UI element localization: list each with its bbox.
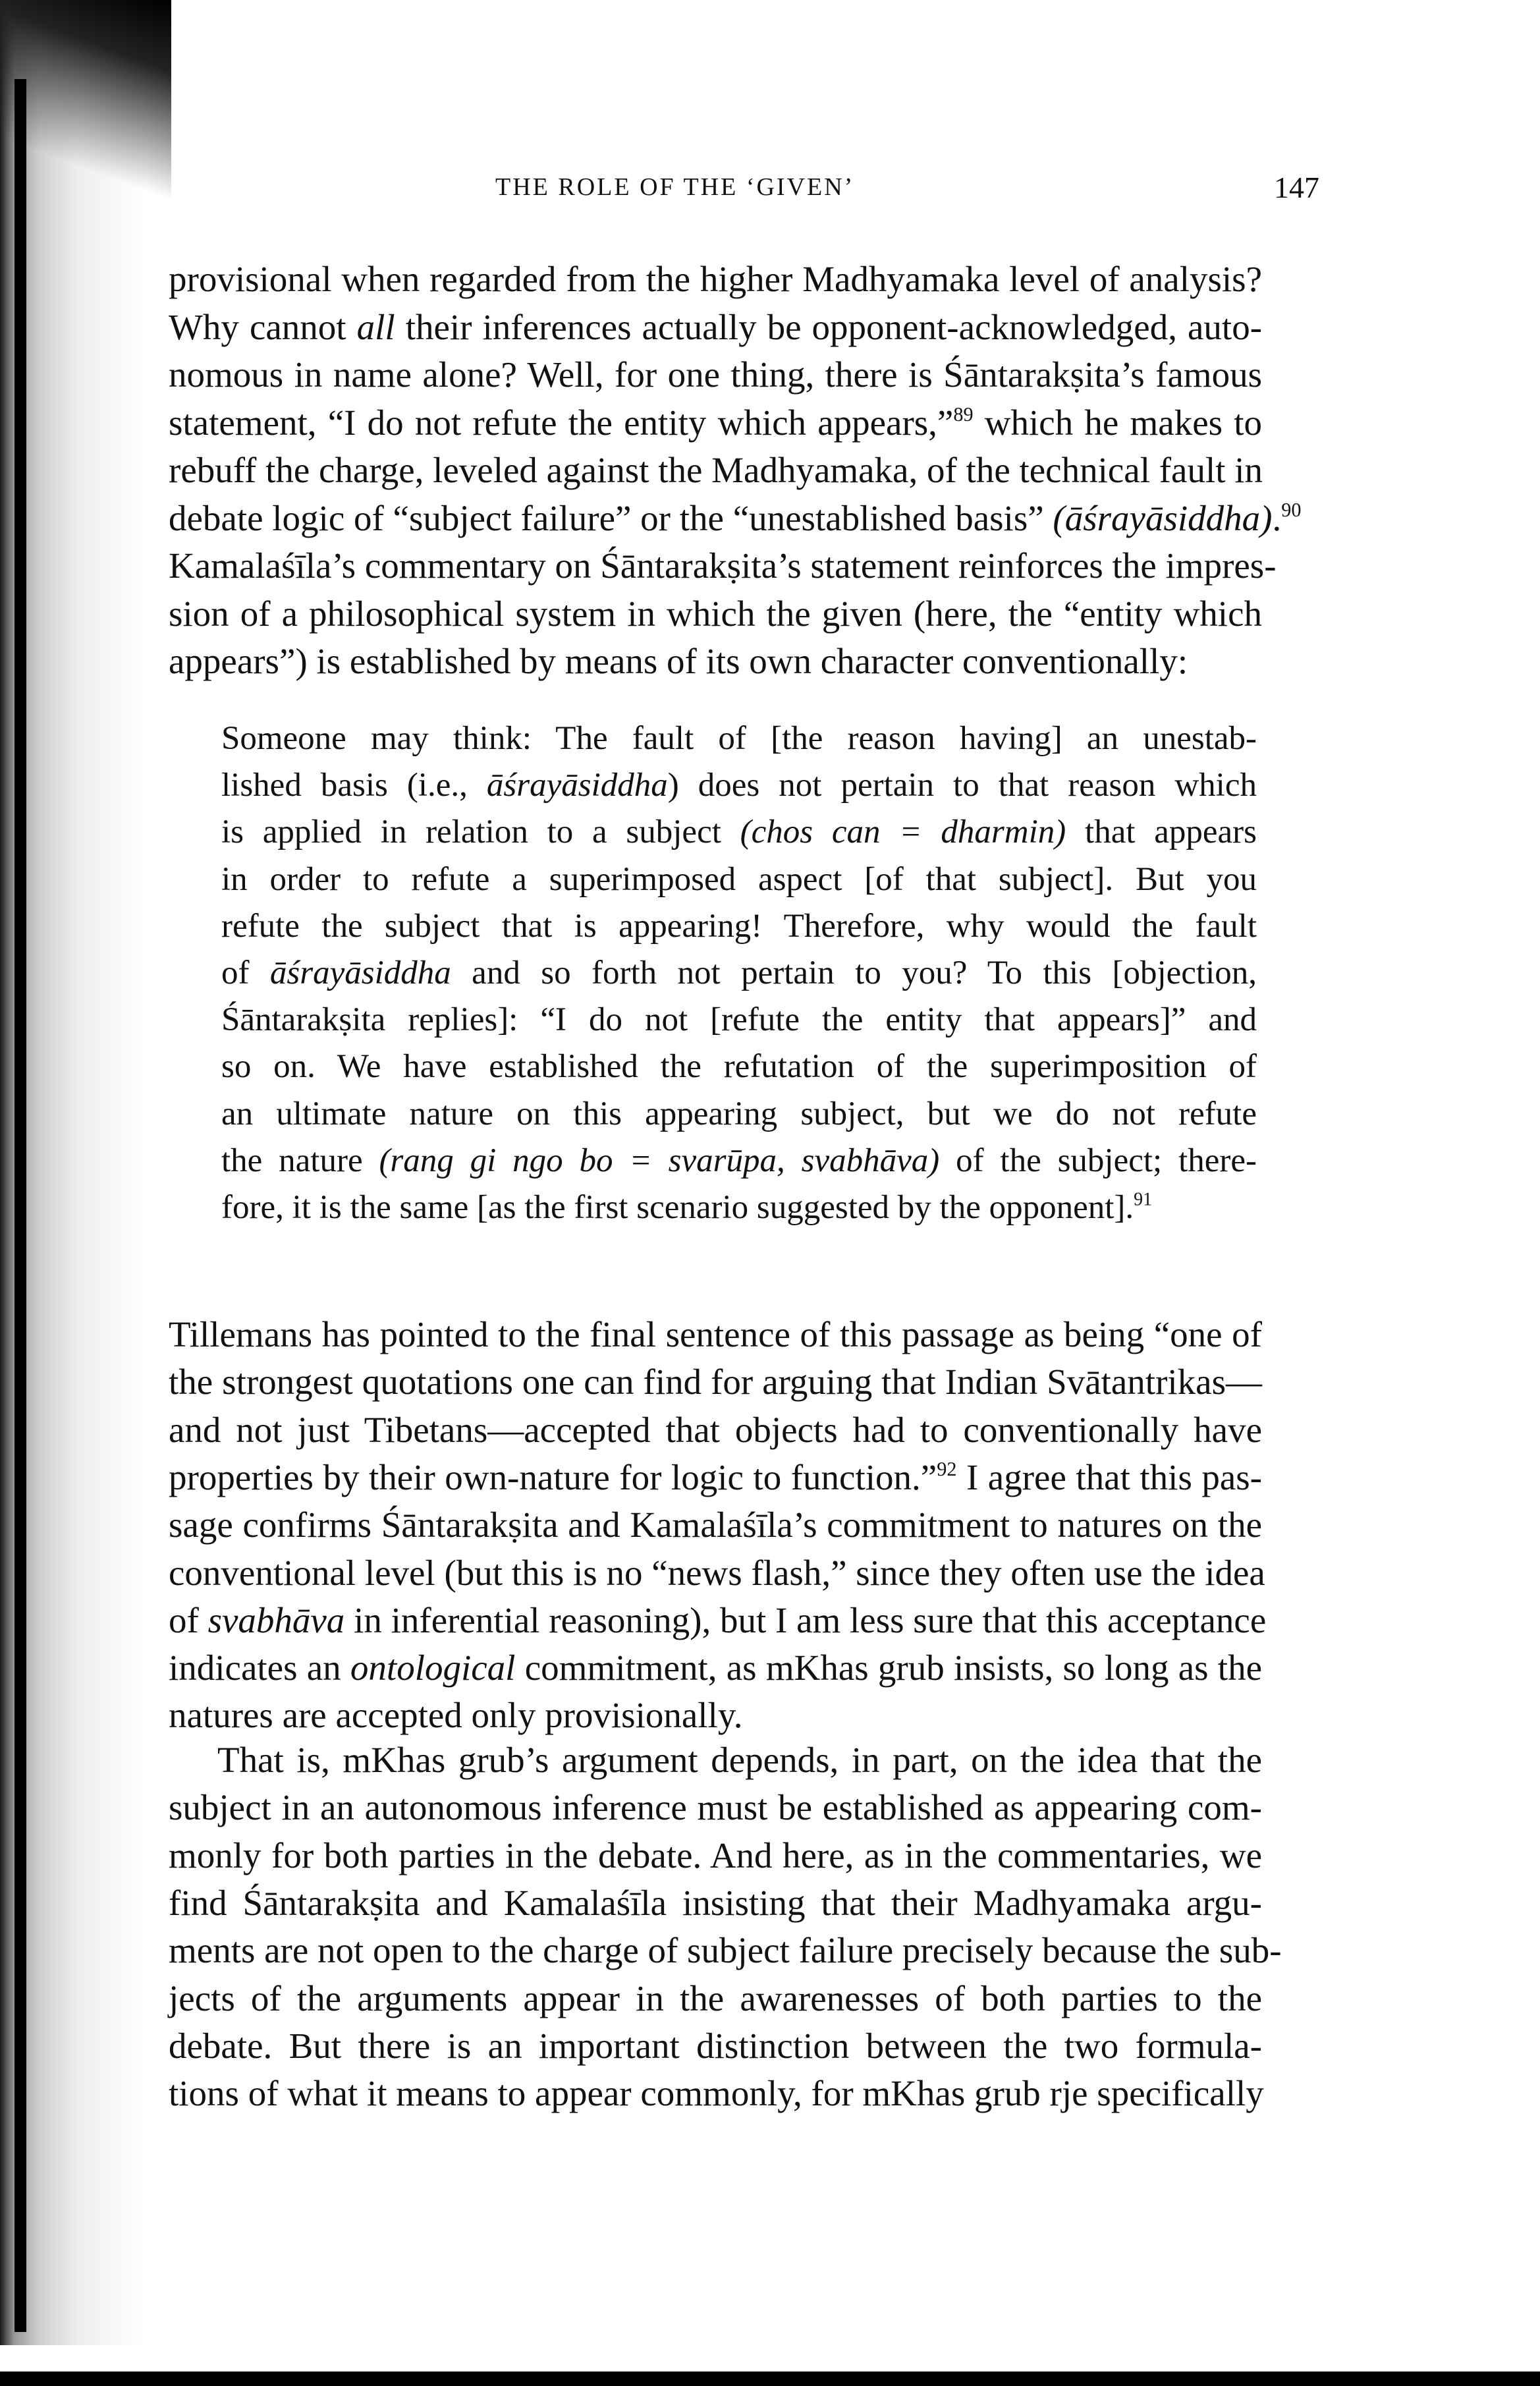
text-line [169,1927,1282,1974]
text-run: properties by their own-nature for logic to function.” [169,1457,937,1497]
text-line [169,2070,1262,2117]
text-run: jects of the arguments appear in the awarenesses of both parties to the [169,1978,1262,2018]
text-line [169,542,1277,590]
footnote-ref: 91 [1134,1189,1153,1210]
text-run: ) does not pertain to that reason which [667,767,1257,804]
italic-term: (chos can = dharmin) [740,814,1066,851]
page-number: 147 [1274,171,1319,204]
text-run: Someone may think: The fault of [the reason having] an unestab- [221,720,1257,757]
text-run: the nature [221,1142,379,1179]
text-line [169,1597,1267,1644]
text-line [169,447,1262,494]
italic-term: āśrayāsiddha [486,767,668,804]
text-run: in inferential reasoning), but I am less sure that this acceptance [344,1599,1267,1640]
text-run: and so forth not pertain to you? To this [objection, [451,955,1257,991]
text-run: their inferences actually be opponent-acknowledged, auto- [395,306,1263,347]
text-line [221,1184,1257,1231]
text-run: indicates an [169,1648,350,1688]
footnote-ref: 92 [937,1457,957,1480]
text-run: rebuff the charge, leveled against the Madhyamaka, of the technical fault in [169,450,1263,490]
text-line [169,1692,1262,1739]
text-run: provisional when regarded from the higher Madhyamaka level of analysis? [169,259,1262,299]
text-run: subject in an autonomous inference must be established as appearing com- [169,1787,1262,1828]
text-line [169,495,1302,542]
text-run: in order to refute a superimposed aspect [of that subject]. But you [221,860,1257,898]
text-line [169,1311,1262,1358]
text-line [221,762,1257,809]
italic-term: (āśrayāsiddha) [1053,497,1273,538]
text-line [169,1501,1262,1549]
text-line [169,1358,1262,1406]
text-run: ments are not open to the charge of subject failure precisely because the sub- [169,1930,1282,1971]
text-line [169,1975,1262,2022]
text-run: sion of a philosophical system in which the given (here, the “entity which [169,593,1262,634]
italic-term: all [356,306,395,347]
text-run: statement, “I do not refute the entity which appears,” [169,402,954,443]
text-run: appears”) is established by means of its own character conventionally: [169,641,1188,681]
running-head: THE ROLE OF THE ‘GIVEN’ [495,173,855,201]
text-line [169,1832,1262,1879]
text-line [169,2022,1262,2070]
text-line [169,256,1262,303]
text-line [221,902,1257,950]
text-line [169,1784,1262,1831]
text-run: nomous in name alone? Well, for one thing, there is Śāntarakṣita’s famous [169,354,1262,395]
text-line [169,1406,1262,1454]
text-line [169,399,1262,447]
text-line [221,808,1257,856]
text-run: commitment, as mKhas grub insists, so long as the [515,1648,1262,1688]
text-run: lished basis (i.e., [221,767,487,804]
text-line [169,1879,1262,1927]
text-line [221,1043,1257,1090]
text-run: sage confirms Śāntarakṣita and Kamalaśīla’s commitment to natures on the [169,1505,1262,1545]
text-run: refute the subject that is appearing! Therefore, why would the fault [221,907,1257,945]
text-line [221,1137,1257,1184]
text-run: monly for both parties in the debate. And here, as in the commentaries, we [169,1835,1262,1875]
text-run: so on. We have established the refutation of the superimposition of [221,1048,1257,1086]
text-line [169,304,1262,351]
footnote-ref: 90 [1281,498,1302,521]
text-run: which he makes to [973,402,1262,443]
text-run: debate. But there is an important distinction between the two formula- [169,2025,1262,2066]
text-run: . [1272,497,1282,538]
text-run: debate logic of “subject failure” or the “unestablished basis” [169,497,1053,538]
text-run: Kamalaśīla’s commentary on Śāntarakṣita’s statement reinforces the impres- [169,545,1277,586]
text-run: an ultimate nature on this appearing subject, but we do not refute [221,1095,1257,1132]
text-run: of [221,955,270,991]
text-run: Śāntarakṣita replies]: “I do not [refute the entity that appears]” and [221,1001,1257,1039]
text-run: natures are accepted only provisionally. [169,1695,743,1736]
italic-term: āśrayāsiddha [269,955,451,991]
text-run: of [169,1599,208,1640]
text-run: fore, it is the same [as the first scenario suggested by the opponent]. [221,1189,1134,1226]
text-line [169,1454,1262,1501]
text-run: Tillemans has pointed to the final sentence of this passage as being “one of [169,1314,1262,1354]
text-line [169,1644,1262,1692]
italic-term: svabhāva [207,1599,345,1640]
text-run: I agree that this pas- [956,1457,1263,1497]
text-run: Why cannot [169,306,357,347]
text-run: and not just Tibetans—accepted that objects had to conventionally have [169,1409,1262,1450]
italic-term: (rang gi ngo bo = svarūpa, svabhāva) [379,1142,940,1179]
scan-bottom-edge [0,2372,1540,2386]
text-run: that appears [1066,814,1257,851]
footnote-ref: 89 [953,402,974,426]
text-line [221,1090,1257,1138]
text-line [169,590,1262,638]
text-run: tions of what it means to appear commonly, for mKhas grub rje specifically [169,2073,1264,2114]
text-line [221,715,1257,762]
text-run: of the subject; there- [939,1142,1257,1179]
text-line [217,1736,1262,1784]
italic-term: ontological [350,1648,516,1688]
text-line [169,1549,1265,1597]
text-run: is applied in relation to a subject [221,814,740,851]
text-run: the strongest quotations one can find for arguing that Indian Svātantrikas— [169,1362,1262,1402]
text-line [221,949,1257,997]
text-line [169,638,1262,685]
text-line [221,856,1257,903]
text-line [169,351,1262,399]
text-run: That is, mKhas grub’s argument depends, in part, on the idea that the [217,1740,1262,1780]
text-run: conventional level (but this is no “news flash,” since they often use the idea [169,1552,1265,1593]
text-line [221,996,1257,1043]
book-spine-edge [14,79,26,2332]
text-run: find Śāntarakṣita and Kamalaśīla insisting that their Madhyamaka argu- [169,1882,1262,1923]
